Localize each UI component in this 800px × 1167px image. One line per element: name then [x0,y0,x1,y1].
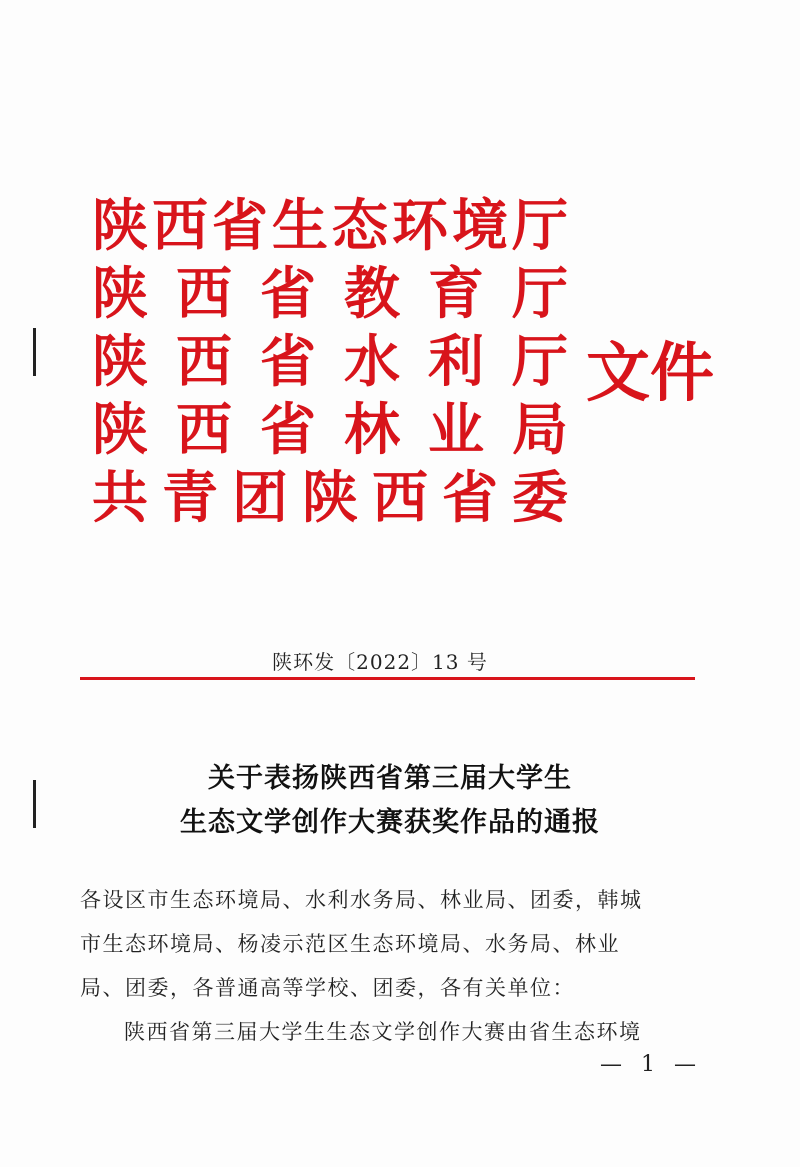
document-number: 陕环发〔2022〕13 号 [272,650,488,674]
title-line-1: 关于表扬陕西省第三届大学生 [208,763,572,794]
issuer-line: 陕 西 省 教 育 厅 [92,262,568,327]
page-number: — 1 — [600,1052,702,1077]
body-line: 市生态环境局、杨凌示范区生态环境局、水务局、林业 [80,932,620,956]
body-line: 陕西省第三届大学生生态文学创作大赛由省生态环境 [124,1020,642,1044]
issuer-block [90,188,570,531]
issuer-line: 陕 西 省 林 业 局 [92,398,568,463]
title-line-2: 生态文学创作大赛获奖作品的通报 [180,807,600,838]
document-label: 文件 [586,337,714,411]
issuer-line: 陕 西 省 生 态 环 境 厅 [92,194,568,259]
issuer-line: 陕 西 省 水 利 厅 [92,330,568,395]
body-text [80,878,720,1054]
body-line: 各设区市生态环境局、水利水务局、林业局、团委，韩城 [80,888,643,912]
body-line: 局、团委，各普通高等学校、团委，各有关单位： [80,976,575,1000]
scan-edge-mark-top [33,328,36,376]
issuer-line: 共 青 团 陕 西 省 委 [92,466,568,531]
red-divider [80,677,695,680]
